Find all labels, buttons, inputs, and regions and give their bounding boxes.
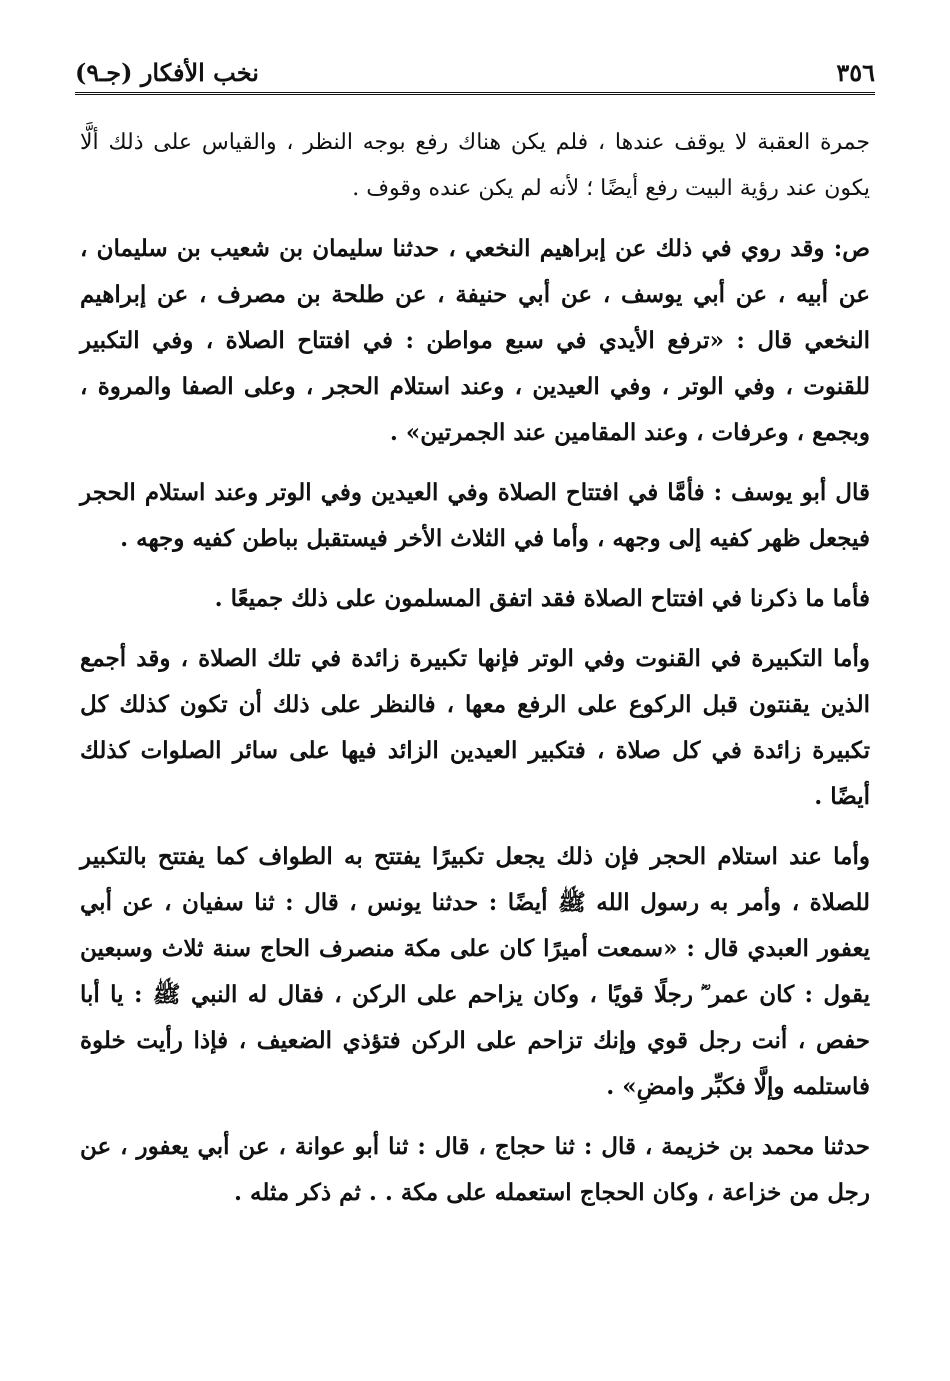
book-title: نخب الأفكار (جـ٩) bbox=[75, 57, 259, 87]
paragraph-text: حدثنا محمد بن خزيمة ، قال : ثنا حجاج ، قال : ثنا أبو عوانة ، عن أبي يعفور ، عن رجل من خزاعة ، وكان الحجاج استعمله على مكة . . ثم ذكر مثله . bbox=[80, 1133, 870, 1206]
paragraph-text: وقد روي في ذلك عن إبراهيم النخعي ، حدثنا سليمان بن شعيب بن سليمان ، عن أبيه ، عن أبي يوسف ، عن أبي حنيفة ، عن طلحة بن مصرف ، عن إبراهيم النخعي قال : «ترفع الأيدي في سبع مواطن : في افتتاح الصلاة ، وفي التكبير للقنوت ، وفي الوتر ، وفي العيدين ، وعند استلام الحجر ، وعلى الصفا والمروة ، وبجمع ، وعرفات ، وعند المقامين عند الجمرتين» . bbox=[80, 235, 870, 446]
paragraph-text: وأما التكبيرة في القنوت وفي الوتر فإنها تكبيرة زائدة في تلك الصلاة ، وقد أجمع الذين يقنتون قبل الركوع على الرفع معها ، فالنظر على ذلك أن تكون كذلك كل تكبيرة زائدة في كل صلاة ، فتكبير العيدين الزائد فيها على سائر الصلوات كذلك أيضًا . bbox=[80, 645, 870, 810]
page-header bbox=[75, 52, 875, 95]
paragraph-7 bbox=[80, 1124, 870, 1216]
paragraph-text: جمرة العقبة لا يوقف عندها ، فلم يكن هناك رفع بوجه النظر ، والقياس على ذلك ألَّا يكون عند رؤية البيت رفع أيضًا ؛ لأنه لم يكن عنده وقوف . bbox=[80, 130, 870, 201]
paragraph-5 bbox=[80, 636, 870, 820]
paragraph-text: فأما ما ذكرنا في افتتاح الصلاة فقد اتفق المسلمون على ذلك جميعًا . bbox=[214, 585, 870, 612]
paragraph-6 bbox=[80, 834, 870, 1110]
section-marker: ص: bbox=[833, 235, 870, 262]
page-number: ٣٥٦ bbox=[836, 57, 875, 87]
paragraph-4 bbox=[80, 576, 870, 622]
paragraph-2 bbox=[80, 226, 870, 456]
paragraph-text: وأما عند استلام الحجر فإن ذلك يجعل تكبيرًا يفتتح به الطواف كما يفتتح بالتكبير للصلاة ، وأمر به رسول الله ﷺ أيضًا : حدثنا يونس ، قال : ثنا سفيان ، عن أبي يعفور العبدي قال : «سمعت أميرًا كان على مكة منصرف الحاج سنة ثلاث وسبعين يقول : كان عمر ؓ رجلًا قويًا ، وكان يزاحم على الركن ، فقال له النبي ﷺ : يا أبا حفص ، أنت رجل قوي وإنك تزاحم على الركن فتؤذي الضعيف ، فإذا رأيت خلوة فاستلمه وإلَّا فكبِّر وامضِ» . bbox=[80, 843, 870, 1100]
page-body bbox=[80, 120, 870, 1230]
paragraph-3 bbox=[80, 470, 870, 562]
paragraph-1 bbox=[80, 120, 870, 212]
paragraph-text: قال أبو يوسف : فأمَّا في افتتاح الصلاة وفي العيدين وفي الوتر وعند استلام الحجر فيجعل ظهر كفيه إلى وجهه ، وأما في الثلاث الأخر فيستقبل بباطن كفيه وجهه . bbox=[80, 479, 870, 552]
